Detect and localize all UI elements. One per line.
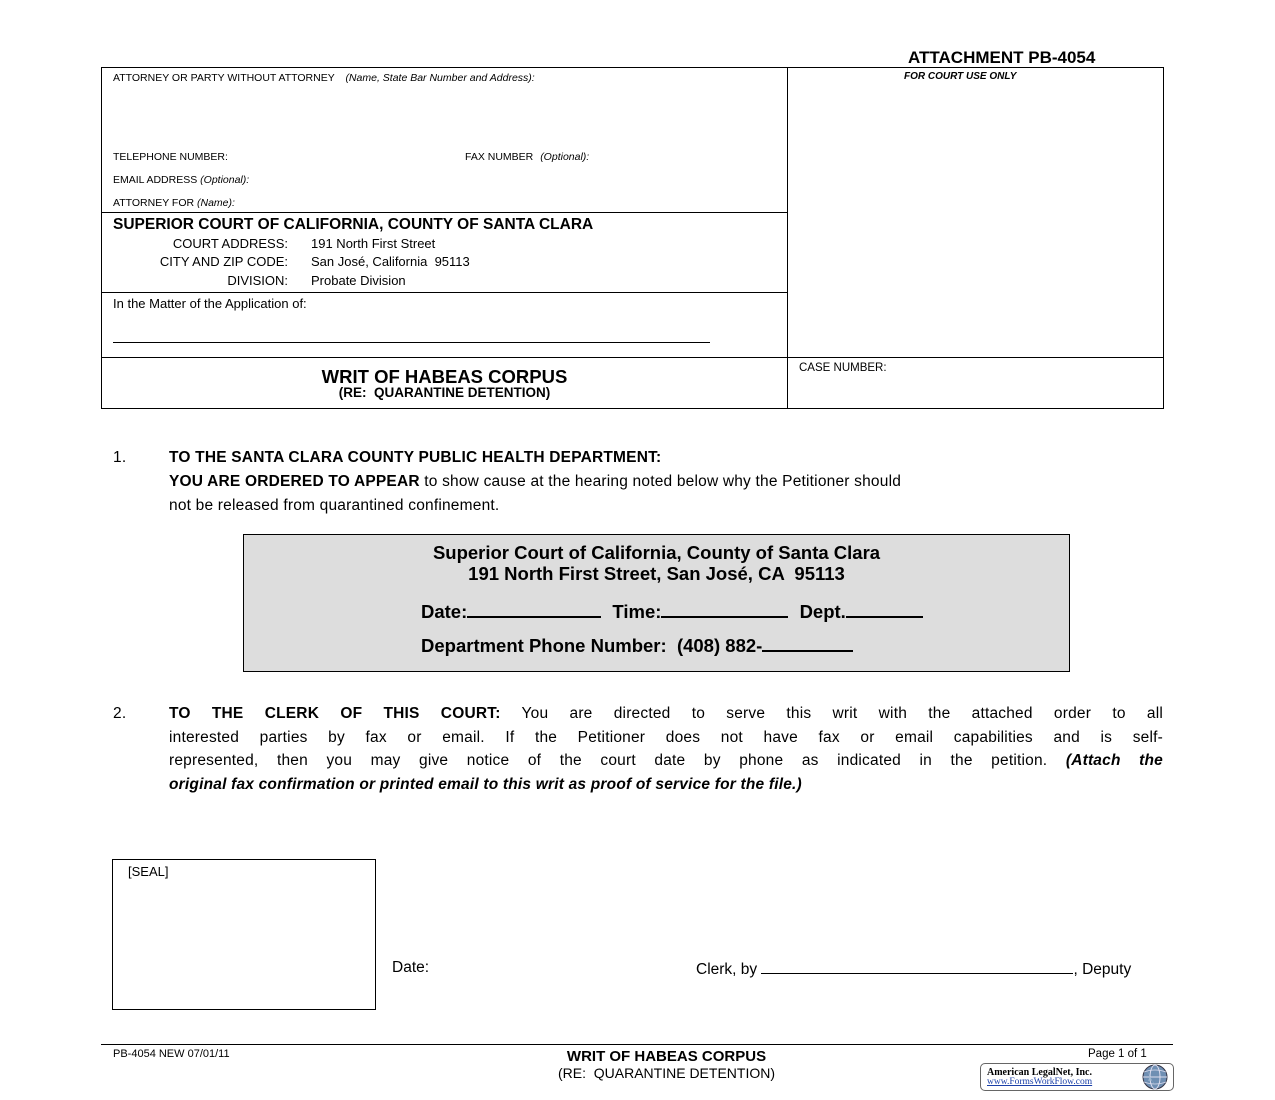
email-hint: (Optional):	[200, 174, 250, 186]
item2-number: 2.	[113, 705, 127, 722]
hearing-court-address: 191 North First Street, San José, CA 95113	[468, 563, 845, 584]
hearing-date-label: Date:	[421, 601, 468, 622]
hearing-dept-field[interactable]	[846, 602, 923, 618]
hearing-phone-label: Department Phone Number: (408) 882-	[421, 635, 763, 656]
item2-line4: original fax confirmation or printed email to this writ as proof of service for the file.)	[169, 776, 802, 793]
item2-italic1: (Attach the	[1065, 752, 1163, 769]
item1-order-line2: not be released from quarantined confinement.	[169, 497, 500, 514]
item2-line3	[169, 749, 1163, 773]
hearing-dept-label: Dept.	[799, 601, 846, 622]
hearing-phone	[421, 635, 853, 657]
footer-subtitle: (RE: QUARANTINE DETENTION)	[557, 1065, 775, 1081]
hearing-phone-field[interactable]	[762, 636, 853, 652]
item1-number: 1.	[113, 449, 127, 466]
city-zip-value: San José, California 95113	[311, 254, 470, 269]
division-label: DIVISION:	[227, 273, 288, 288]
item2-text1: You are directed to serve this writ with the attached order to all	[521, 705, 1163, 722]
court-address-label: COURT ADDRESS:	[172, 236, 288, 251]
document-title: WRIT OF HABEAS CORPUS	[321, 366, 568, 387]
item1-heading: TO THE SANTA CLARA COUNTY PUBLIC HEALTH DEPARTMENT:	[169, 449, 662, 466]
case-number-label: CASE NUMBER:	[799, 362, 887, 374]
city-zip-label: CITY AND ZIP CODE:	[159, 254, 288, 269]
deputy-label: , Deputy	[1073, 961, 1132, 978]
division-value: Probate Division	[311, 273, 406, 288]
footer-page-number: Page 1 of 1	[1088, 1048, 1147, 1060]
clerk-signature-line	[696, 959, 1131, 979]
item1-order-rest: to show cause at the hearing noted below why the Petitioner should	[419, 473, 902, 490]
item2-text3: represented, then you may give notice of the court date by phone as indicated in the petition.	[169, 752, 1048, 769]
item2-line2: interested parties by fax or email. If the Petitioner does not have fax or email capabilities and is self-	[169, 729, 1163, 746]
caption-divider-matter	[101, 292, 788, 293]
footer-rule	[101, 1044, 1173, 1045]
clerk-signature-field[interactable]	[761, 959, 1073, 974]
footer-form-id: PB-4054 NEW 07/01/11	[113, 1048, 230, 1060]
court-name: SUPERIOR COURT OF CALIFORNIA, COUNTY OF SANTA CLARA	[113, 216, 594, 233]
fax-hint: (Optional):	[540, 151, 590, 163]
matter-label: In the Matter of the Application of:	[113, 296, 307, 311]
seal-box	[112, 859, 376, 1010]
legalnet-logo-url[interactable]: www.FormsWorkFlow.com	[987, 1077, 1093, 1087]
attorney-for-hint: (Name):	[197, 197, 235, 209]
attorney-label	[113, 72, 535, 84]
attorney-for-label-text: ATTORNEY FOR	[113, 197, 195, 209]
attorney-hint: (Name, State Bar Number and Address):	[345, 72, 535, 84]
clerk-label: Clerk, by	[696, 961, 758, 978]
item2-line1	[169, 702, 1163, 726]
fax-label-text: FAX NUMBER	[465, 151, 534, 163]
hearing-date-field[interactable]	[467, 602, 601, 618]
hearing-time-label: Time:	[612, 601, 662, 622]
item1-order-bold: YOU ARE ORDERED TO APPEAR	[169, 473, 420, 490]
telephone-label: TELEPHONE NUMBER:	[113, 151, 228, 163]
email-label	[113, 174, 249, 186]
legalnet-logo-name: American LegalNet, Inc.	[987, 1067, 1092, 1078]
matter-name-field[interactable]	[113, 342, 710, 343]
court-address-value: 191 North First Street	[311, 236, 436, 251]
hearing-time-field[interactable]	[661, 602, 788, 618]
document-subtitle: (RE: QUARANTINE DETENTION)	[338, 385, 551, 400]
attorney-label-text: ATTORNEY OR PARTY WITHOUT ATTORNEY	[113, 72, 335, 84]
email-label-text: EMAIL ADDRESS	[113, 174, 198, 186]
attachment-label: ATTACHMENT PB-4054	[908, 48, 1096, 67]
footer-title: WRIT OF HABEAS CORPUS	[566, 1048, 767, 1065]
fax-label	[465, 151, 589, 163]
hearing-court-name: Superior Court of California, County of Santa Clara	[432, 542, 881, 563]
caption-divider-title	[101, 357, 1164, 358]
seal-label: [SEAL]	[128, 864, 169, 879]
item1-order	[169, 470, 901, 494]
attorney-for-label	[113, 197, 235, 209]
item2-heading: TO THE CLERK OF THIS COURT:	[169, 705, 501, 722]
signature-date-label: Date:	[392, 959, 430, 976]
court-use-label: FOR COURT USE ONLY	[904, 71, 1017, 82]
caption-divider-court	[101, 212, 788, 213]
globe-icon	[1136, 1063, 1174, 1091]
hearing-date-time-dept	[421, 601, 923, 623]
